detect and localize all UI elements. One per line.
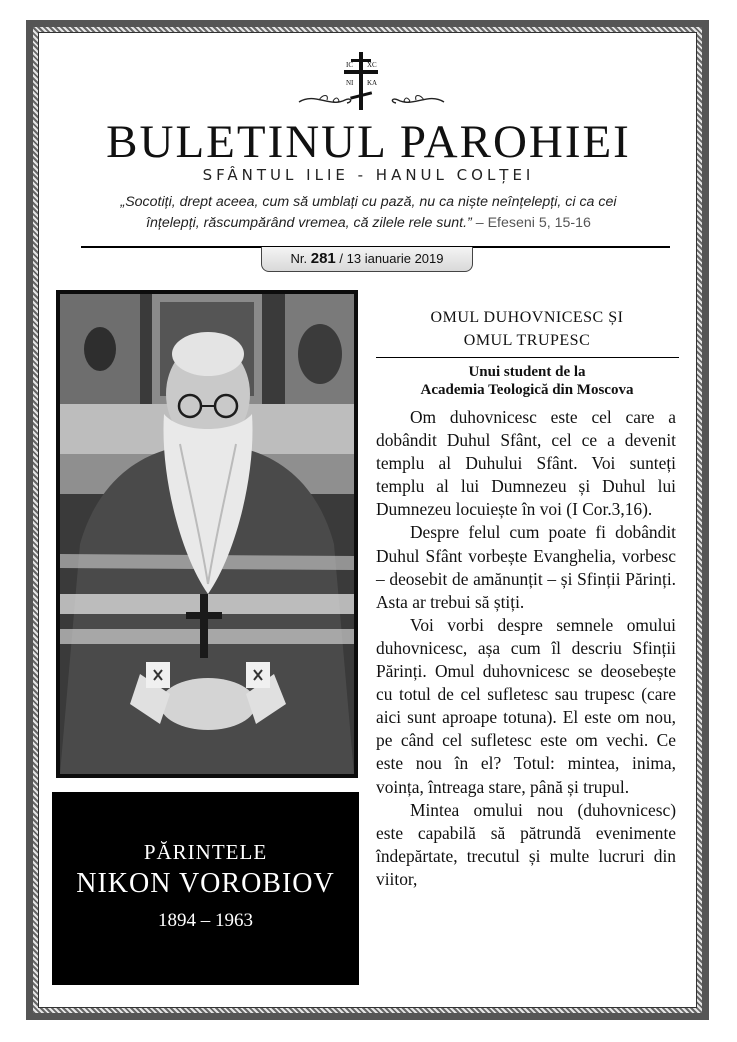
caption-name: NIKON VOROBIOV — [76, 868, 335, 899]
article-title — [376, 306, 678, 352]
monogram-ni: NI — [346, 79, 354, 87]
portrait-illustration-icon — [60, 294, 354, 774]
caption-years: 1894 – 1963 — [158, 910, 253, 931]
monogram-xc: XC — [367, 61, 377, 69]
article-body — [376, 406, 676, 891]
author-line-1: Unui student de la — [468, 364, 586, 380]
issue-date: / 13 ianuarie 2019 — [339, 251, 444, 266]
parish-name: SFÂNTUL ILIE - HANUL COLȚEI — [202, 166, 535, 184]
article-title-line-1: OMUL DUHOVNICESC ȘI — [430, 309, 624, 326]
article-title-line-2: OMUL TRUPESC — [463, 332, 591, 349]
monogram-ka: KA — [367, 79, 378, 87]
author-line-2: Academia Teologică din Moscova — [420, 382, 634, 398]
paragraph: Voi vorbi despre semnele omului duhovnicesc, așa cum îl descriu Sfinții Părinți. Omul duhovnicesc se deosebește cu totul de cel sufletesc sau trupesc (care aici sunt aproape totuna). El este om nou, pe când cel sufletesc este om vechi. Ce este nou în el? Totul: mintea, inima, voința, întreaga stare, până și trupul. — [376, 614, 676, 797]
issue-badge — [261, 247, 473, 272]
quote-reference: – Efeseni 5, 15-16 — [475, 215, 591, 231]
quote-line-2: înțelepți, răscumpărând vremea, că zilele rele sunt.” — [146, 215, 472, 231]
quote-line-1: „Socotiți, drept aceea, cum să umblați cu pază, nu ca niște neînțelepți, ci ca cei — [120, 194, 617, 210]
paragraph: Om duhovnicesc este cel care a dobândit Duhul Sfânt, cel ce a devenit templu al Duhului Sfânt. Voi sunteți templu al lui Dumnezeu și Duhul lui Dumnezeu locuiește în voi (I Cor.3,16). — [376, 407, 676, 520]
bulletin-title: BULETINUL PAROHIEI — [106, 116, 631, 168]
paragraph: Despre felul cum poate fi dobândit Duhul Sfânt vorbește Evanghelia, vorbesc – deosebit de amănunțit – și Sfinții Părinți. Asta ar trebui să știți. — [376, 522, 676, 612]
article-author — [376, 363, 678, 399]
ornament-right-icon — [338, 88, 448, 110]
portrait-photo — [56, 290, 358, 778]
scripture-quote — [60, 192, 677, 234]
name-caption — [52, 792, 359, 985]
monogram-ic: IC — [346, 61, 353, 69]
article-divider — [376, 357, 679, 358]
caption-prefix: PĂRINTELE — [143, 840, 268, 864]
issue-prefix: Nr. — [290, 251, 308, 266]
issue-number: 281 — [310, 250, 336, 267]
paragraph: Mintea omului nou (duhovnicesc) este capabilă să pătrundă evenimente îndepărtate, trecutul și multe lucruri din viitor, — [376, 799, 676, 889]
